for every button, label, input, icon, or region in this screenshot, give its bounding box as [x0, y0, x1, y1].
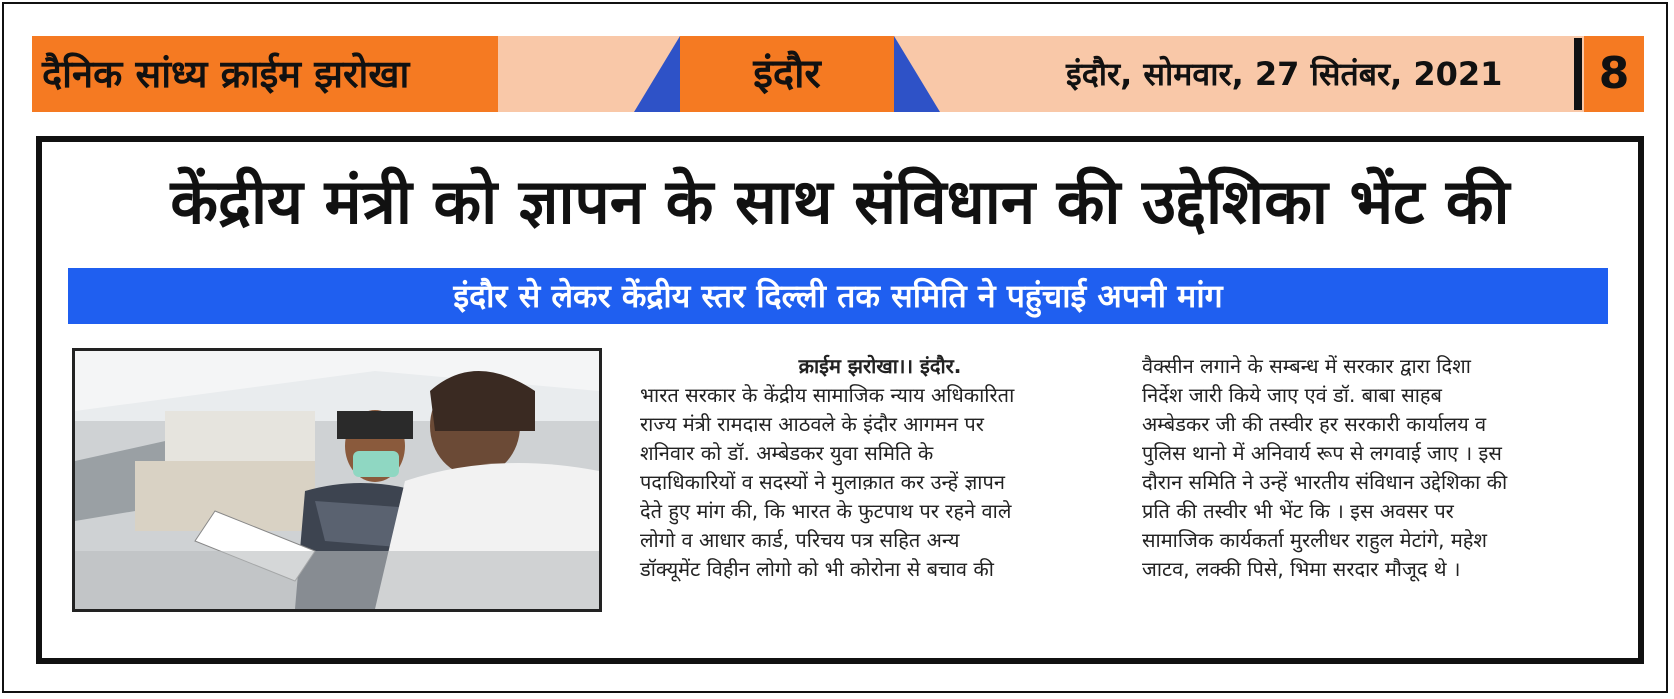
right-triangle-decoration: [894, 36, 940, 112]
column2-line: वैक्सीन लगाने के सम्बन्ध में सरकार द्वारा दिशा: [1142, 354, 1471, 378]
column1-line: भारत सरकार के केंद्रीय सामाजिक न्याय अधिकारिता: [640, 383, 1015, 407]
column2-line: पुलिस थानो में अनिवार्य रूप से लगवाई जाए । इस: [1142, 441, 1502, 465]
paper-name: दैनिक सांध्य क्राईम झरोखा: [32, 36, 498, 112]
city-label: इंदौर: [680, 36, 894, 112]
column1-line: राज्य मंत्री रामदास आठवले के इंदौर आगमन पर: [640, 412, 984, 436]
subheadline: इंदौर से लेकर केंद्रीय स्तर दिल्ली तक समिति ने पहुंचाई अपनी मांग: [68, 268, 1608, 324]
page-number: 8: [1584, 36, 1644, 112]
column2-line: निर्देश जारी किये जाए एवं डॉ. बाबा साहब: [1142, 383, 1442, 407]
news-photo: [72, 348, 602, 612]
column2-line: प्रति की तस्वीर भी भेंट कि । इस अवसर पर: [1142, 499, 1454, 523]
column2-line: जाटव, लक्की पिसे, भिमा सरदार मौजूद थे ।: [1142, 557, 1461, 581]
article-box: [36, 136, 1644, 664]
column1-line: देते हुए मांग की, कि भारत के फुटपाथ पर रहने वाले: [640, 499, 1012, 523]
column1-line: डॉक्यूमेंट विहीन लोगो को भी कोरोना से बचाव की: [640, 557, 994, 581]
column1-line: पदाधिकारियों व सदस्यों ने मुलाक़ात कर उन्हें ज्ञापन: [640, 470, 1005, 494]
column2-line: अम्बेडकर जी की तस्वीर हर सरकारी कार्यालय व: [1142, 412, 1487, 436]
masthead-separator: [1574, 38, 1582, 110]
photo-illustration: [75, 351, 599, 609]
headline: केंद्रीय मंत्री को ज्ञापन के साथ संविधान की उद्देशिका भेंट की: [170, 165, 1510, 238]
column2-line: दौरान समिति ने उन्हें भारतीय संविधान उद्देशिका की: [1142, 470, 1508, 494]
column1-line: शनिवार को डॉ. अम्बेडकर युवा समिति के: [640, 441, 934, 465]
left-triangle-decoration: [634, 36, 680, 112]
column2-line: सामाजिक कार्यकर्ता मुरलीधर राहुल मेटांगे, महेश: [1142, 528, 1488, 552]
article-column-1: [640, 352, 1120, 584]
dateline: क्राईम झरोखा।। इंदौर.: [798, 354, 962, 378]
column1-line: लोगो व आधार कार्ड, परिचय पत्र सहित अन्य: [640, 528, 960, 552]
issue-date: इंदौर, सोमवार, 27 सितंबर, 2021: [1066, 55, 1503, 93]
masthead: [32, 36, 1644, 112]
article-column-2: [1142, 352, 1622, 584]
